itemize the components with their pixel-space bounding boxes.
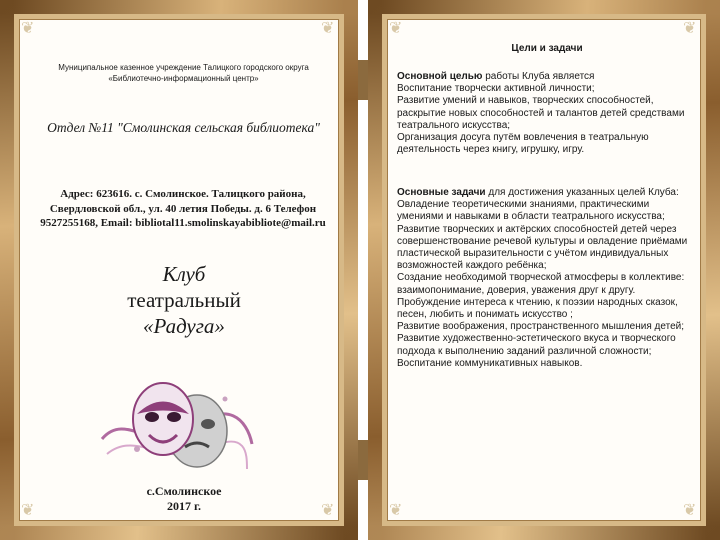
task-line: Овладение теоретическими знаниями, практическими умениями и навыками в области театрального искусства; — [397, 199, 665, 223]
corner-ornament-icon: ❦ — [683, 20, 697, 37]
corner-ornament-icon: ❦ — [683, 502, 697, 519]
club-title-line1: Клуб — [162, 262, 206, 286]
theatre-masks-icon — [97, 369, 257, 484]
tasks-intro — [397, 187, 693, 199]
right-frame — [368, 0, 720, 540]
place-name: с.Смолинское — [146, 484, 222, 498]
address-block: Адрес: 623616. с. Смолинское. Талицкого района, Свердловской обл., ул. 40 летия Победы. д. 6 Телефон 9527255168, Email: bibliotal11.smolinskayabibliote@mail.ru — [40, 188, 326, 229]
goal-intro-bold: Основной целью — [397, 71, 483, 82]
goal-intro — [397, 71, 693, 83]
task-line: Пробуждение интереса к чтению, к поэзии народных сказок, песен, любить и понимать искусство ; — [397, 296, 678, 321]
right-page — [387, 19, 701, 521]
tasks-intro-rest: для достижения указанных целей Клуба: — [485, 187, 679, 198]
hinge-bottom — [358, 440, 368, 480]
corner-ornament-icon: ❦ — [321, 20, 335, 37]
task-line: Развитие художественно-эстетического вкуса и творческого подхода к выполнению заданий различной сложности; — [397, 333, 676, 357]
corner-ornament-icon: ❦ — [321, 502, 335, 519]
corner-ornament-icon: ❦ — [21, 20, 35, 37]
task-line: Развитие творческих и актёрских способностей детей через совершенствование речевой культуры и овладение приёмами пластической выразительности с учётом индивидуальных возможностей каждого ребёнка; — [397, 223, 688, 272]
tasks-intro-bold: Основные задачи — [397, 187, 486, 198]
tasks-section — [397, 187, 693, 370]
club-title — [39, 261, 329, 339]
goals-section — [397, 71, 693, 156]
institution-name: Муниципальное казенное учреждение Талицкого городского округа «Библиотечно-информационный центр» — [58, 63, 309, 83]
hinge-top — [358, 60, 368, 100]
task-line: Развитие воображения, пространственного мышления детей; — [397, 321, 685, 333]
department-name: Отдел №11 "Смолинская сельская библиотека" — [47, 120, 320, 135]
club-title-line3: «Радуга» — [143, 314, 225, 338]
left-frame — [0, 0, 358, 540]
club-title-line2: театральный — [127, 288, 241, 312]
goal-line: Организация досуга путём вовлечения в театральную деятельность через книгу, игрушку, игру. — [397, 132, 649, 156]
place-and-year — [99, 484, 269, 514]
goal-line: Воспитание творчески активной личности; — [397, 83, 595, 95]
goal-intro-rest: работы Клуба является — [482, 71, 595, 82]
goals-title: Цели и задачи — [511, 43, 583, 54]
goal-line: Развитие умений и навыков, творческих способностей, раскрытие новых способностей и талантов детей средствами театрального искусства; — [397, 95, 685, 131]
corner-ornament-icon: ❦ — [389, 502, 403, 519]
corner-ornament-icon: ❦ — [389, 20, 403, 37]
task-line: Создание необходимой творческой атмосферы в коллективе: взаимопонимание, доверия, уважения друг к другу. — [397, 272, 685, 296]
year: 2017 г. — [166, 499, 202, 513]
task-line: Воспитание коммуникативных навыков. — [397, 357, 583, 369]
left-page — [19, 19, 339, 521]
corner-ornament-icon: ❦ — [21, 502, 35, 519]
